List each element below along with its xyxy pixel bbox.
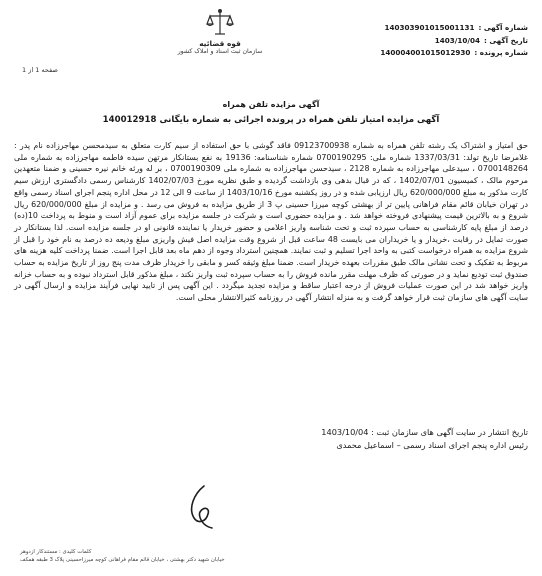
notice-subtitle: آگهی مزایده امتیاز تلفن همراه در پرونده اجرائی به شماره بایگانی 140012918 xyxy=(102,115,440,125)
notice-date-label: تاریخ آگهی : xyxy=(484,35,528,45)
notice-footer xyxy=(14,426,528,451)
scales-of-justice-icon xyxy=(205,8,235,40)
notice-number-label: شماره آگهی : xyxy=(478,23,528,32)
judiciary-title: قوه قضائیه xyxy=(199,39,241,48)
notice-body: حق امتیاز و اشتراک یک رشته تلفن همراه به شماره 09123700938 فاقد گوشی با حق استفاده از سیم کارت متعلق به سیدمحسن مهاجرزاده نام پدر : غلامرضا تاریخ تولد: 1337/03/31 شماره ملی: 0700190295 شماره شناسنامه: 19136 به نفع بستانکار مرتهن سیده فاطمه مهاجرزاده به شماره ملی 0700148264 ، سیدعلی مهاجرزاده به شماره 2128 ، سیدحسن مهاجرزاده به شماره ملی 0700190309 ، بر له ورثه خانم نیره حسینی و ضمنا متعهدین مرحوم مالک ، کمیسیون 1402/07/01 ، که در قبال بدهی وی بازداشت گردیده و طبق نظریه مورخ 1402/07/03 کارشناس رسمی دادگستری ارزش سیم کارت مذکور به مبلغ 620/000/000 ریال ارزیابی شده و در روز یکشنبه مورخ 1403/10/16 از ساعت 9 الی 12 در محل اداره پنجم اجرای اسناد رسمی واقع در تهران خیابان قائم مقام فراهانی پایین تر از بهشتی کوچه میرزا حسینی پ 3 از طریق مزایده به فروش می رسد . و مزایده از مبلغ 620/000/000 ریال شروع و به بالاترین قیمت پیشنهادی فروخته خواهد شد . و مزایده حضوری است و شرکت در جلسه مزایده برای عموم آزاد است و منوط به پرداخت 10(ده) درصد از مبلغ پایه کارشناسی به حساب سپرده ثبت و تحت شناسه واریز اعلامی و حضور خریدار یا نماینده قانونی او در جلسه مزایده است. لذا بستانکار در صورت تمایل در رقابت ،خریدار و یا خریداران می بایست 48 ساعت قبل از شروع وقت مزایده اصل فیش واریزی مبلغ ودیعه ده درصد به نام خود را قبل از شروع مزایده به همراه درخواست کتبی به واحد اجرا تسلیم و ثبت نمایند. همچنین استرداد وجوه از دهم ماه بعد قابل اجرا است. ضمنا پرداخت کلیه هزینه های مربوط به تفکیک و تحت نشانی مالک طبق مقررات بعهده خریدار است. ضمنا مبلغ وثیقه کسر و مابقی را خریدار ظرف مدت پنج روز از تاریخ مزایده به حساب صندوق ثبت تودیع نماید و در صورتی که ظرف مهلت مقرر مانده فروش را به حساب سپرده ثبت واریز نکند ، مبلغ مذکور قابل استرداد نبوده و به حساب خزانه واریز خواهد شد در این صورت عملیات فروش از درجه اعتبار ساقط و مزایده تجدید میگردد . این آگهی پس از تایید نهایی فرآیند مزایده و ارسال آگهی در سایت آگهی های سازمان ثبت قرار خواهد گرفت و به منزله انتشار آگهی در روزنامه کثیرالانتشار محلی است. xyxy=(14,141,529,303)
case-number-value: 140004001015012930 xyxy=(380,48,471,57)
page-indicator: صفحه 1 از 1 xyxy=(22,66,58,74)
handwritten-signature xyxy=(182,482,222,532)
notice-date-row xyxy=(298,35,528,48)
notice-meta xyxy=(298,22,528,60)
notice-number-row xyxy=(298,22,528,35)
publish-date-line: تاریخ انتشار در سایت آگهی های سازمان ثبت : 1403/10/04 xyxy=(321,427,528,437)
registration-org-title: سازمان ثبت اسناد و املاک کشور xyxy=(177,48,263,55)
case-number-label: شماره پرونده : xyxy=(474,48,528,57)
document-bottom-meta xyxy=(20,548,528,564)
notice-number-value: 140303901015001131 xyxy=(384,23,475,32)
judiciary-emblem xyxy=(168,8,272,80)
notice-title: آگهی مزایده تلفن همراه xyxy=(222,100,320,109)
keywords-line: کلمات کلیدی : مستندکار ازدوهر xyxy=(20,549,92,555)
case-number-row xyxy=(298,47,528,60)
official-signatory-line: رئیس اداره پنجم اجرای اسناد رسمی – اسماعیل محمدی xyxy=(336,439,528,450)
office-address-line: خیابان شهید دکتر بهشتی ، خیابان قائم مقام فراهانی کوچه میرزاحسینی پلاک 3 طبقه همکف xyxy=(20,557,225,563)
notice-date-value: 1403/10/04 xyxy=(434,35,481,45)
